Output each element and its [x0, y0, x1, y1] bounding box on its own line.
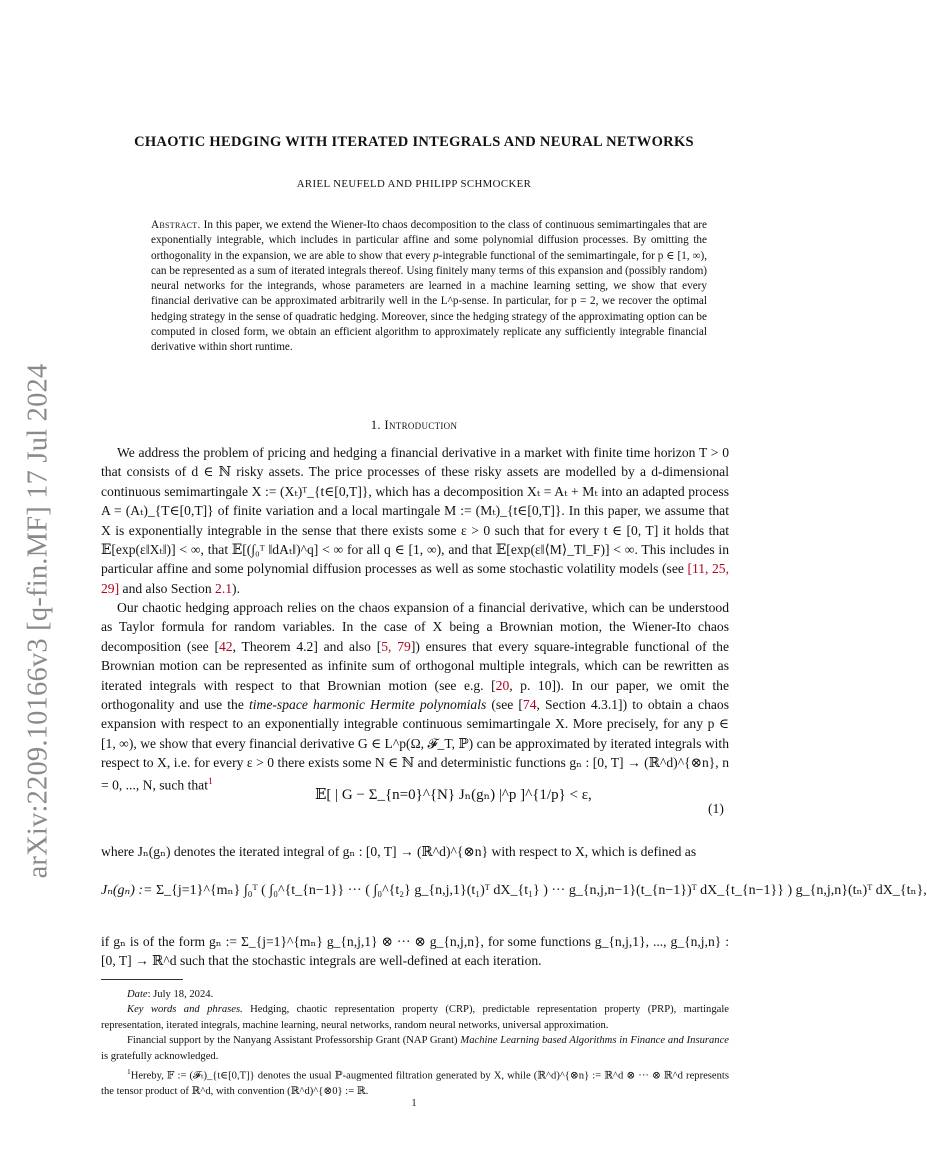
intro-paragraph-2-text-a: Our chaotic hedging approach relies on the chaos expansion of a financial derivative, which can be understood as Taylor formula for random variables. In the case of X being a Brownian motion, the Wiener-Ito chaos decomposition (see [	[101, 600, 729, 654]
citation-link[interactable]: 20	[495, 677, 510, 693]
intro-paragraph-2-text-e: (see [	[491, 697, 523, 713]
footnotes	[101, 987, 729, 1099]
citation-link[interactable]: 42	[219, 638, 233, 654]
intro-paragraph-1	[101, 443, 729, 598]
section-link[interactable]: 2.1	[215, 580, 233, 596]
citation-link[interactable]: 5, 79	[381, 638, 411, 654]
footnote-1-mark: 1	[127, 1067, 131, 1077]
abstract-text-start: In this paper, we extend the Wiener-Ito chaos decomposition to the class of continuous semimartingales that are exponentially integrable, which includes in particular affine and some polynomial diffusion processes. By omitting the orthogonality in the expansion, we are able to show that every	[151, 219, 708, 262]
citation-link[interactable]: 74	[522, 697, 537, 713]
intro-paragraph-1-end: ).	[232, 580, 240, 596]
citation-link[interactable]: [11, 25, 29]	[101, 561, 729, 596]
equation-1-rhs: < ε,	[569, 787, 592, 803]
intro-paragraph-2-text-f: , Section 4.3.1]) to obtain a chaos expansion with respect to an exponentially integrable continuous semimartingale X. More precisely, for any p ∈ [1, ∞), we show that every financial derivative G ∈ L^p(Ω, 𝓕_T, ℙ) can be approximated by iterated integrals with respect to X, i.e. for every ε > 0 there exists some N ∈ ℕ and deterministic functions gₙ : [0, T] → (ℝ^d)^{⊗n}, n = 0, ..., N, such that	[101, 697, 730, 793]
iterated-integral-rhs: Σ_{j=1}^{mₙ} ∫₀ᵀ ( ∫₀^{t_{n−1}} ··· ( ∫₀^{t₂} g_{n,j,1}(t₁)ᵀ dX_{t₁} ) ··· g_{n,j,n−1}(t_{n−1})ᵀ dX_{t_{n−1}} ) g_{n,j,n}(tₙ)ᵀ dX_{tₙ},	[156, 883, 927, 898]
paper-authors: ARIEL NEUFELD AND PHILIPP SCHMOCKER	[296, 178, 532, 190]
footnote-1-text: Hereby, 𝔽 := (𝓕ₜ)_{t∈[0,T]} denotes the usual ℙ-augmented filtration generated by X, while (ℝ^d)^{⊗n} := ℝ^d ⊗ ··· ⊗ ℝ^d represents the tensor product of ℝ^d, with convention (ℝ^d)^{⊗0} := ℝ.	[101, 1070, 729, 1097]
footnote-support-text-b: is gratefully acknowledged.	[101, 1050, 219, 1062]
intro-paragraph-2-text-c: ]) ensures that every square-integrable functional of the Brownian motion can be represented as infinite sum of orthogonal multiple integrals, which can be rewritten as iterated integrals with respect to that Brownian motion (see e.g. [	[101, 638, 730, 693]
footnote-support-text-a: Financial support by the Nanyang Assistant Professorship Grant (NAP Grant)	[127, 1035, 458, 1047]
abstract-label: Abstract.	[151, 219, 201, 231]
footnote-marker-link[interactable]: 1	[207, 776, 213, 787]
abstract-text-end: -integrable functional of the semimartingale, for p ∈ [1, ∞), can be represented as a sum of iterated integrals thereof. Using finitely many terms of this expansion and (possibly random) neural networks for the integrands, whose parameters are learned in a machine learning setting, we show that every financial derivative can be approximated arbitrarily well in the L^p-sense. In particular, for p = 2, we recover the optimal hedging strategy in the sense of quadratic hedging. Moreover, since the hedging strategy of the approximating option can be computed in closed form, we obtain an efficient algorithm to approximately replicate any sufficiently integrable financial derivative within short runtime.	[151, 249, 708, 354]
page-number: 1	[411, 1098, 417, 1109]
arxiv-stamp-text: arXiv:2209.10166v3 [q-fin.MF] 17 Jul 2024	[22, 363, 53, 879]
footnote-keywords-label: Key words and phrases.	[127, 1004, 243, 1016]
intro-paragraph-2-text-b: , Theorem 4.2] and also [	[232, 638, 382, 654]
intro-paragraph-3: where Jₙ(gₙ) denotes the iterated integral of gₙ : [0, T] → (ℝ^d)^{⊗n} with respect to X, which is defined as	[101, 844, 697, 859]
intro-paragraph-2	[101, 598, 729, 795]
equation-1-lhs: 𝔼[ | G − Σ_{n=0}^{N} Jₙ(gₙ) |^p ]^{1/p}	[315, 787, 566, 803]
abstract	[151, 218, 707, 356]
iterated-integral-lhs: Jₙ(gₙ) :=	[101, 883, 153, 898]
section-title: Introduction	[384, 418, 458, 432]
intro-paragraph-4: if gₙ is of the form gₙ := Σ_{j=1}^{mₙ} g_{n,j,1} ⊗ ··· ⊗ g_{n,j,n}, for some functions g_{n,j,1}, ..., g_{n,j,n} : [0, T] → ℝ^d such that the stochastic integrals are well-defined at each iteration.	[101, 934, 729, 969]
footnote-support	[101, 1033, 729, 1064]
footnote-date-value: : July 18, 2024.	[147, 989, 214, 1000]
paper-title: CHAOTIC HEDGING WITH ITERATED INTEGRALS AND NEURAL NETWORKS	[134, 134, 694, 150]
intro-paragraph-2-text-d: , p. 10]). In our paper, we omit the orthogonality and use the	[101, 677, 729, 713]
footnote-keywords	[101, 1002, 729, 1033]
section-heading	[0, 418, 828, 433]
footnote-date	[101, 987, 729, 1002]
abstract-variable-p: p	[433, 249, 439, 262]
footnote-1	[101, 1064, 729, 1099]
footnote-date-label: Date	[127, 989, 148, 1000]
equation-1-number: (1)	[708, 801, 724, 816]
emphasized-term: time-space harmonic Hermite polynomials	[249, 697, 487, 713]
equation-1	[315, 785, 592, 804]
footnote-support-project: Machine Learning based Algorithms in Finance and Insurance	[460, 1035, 729, 1047]
arxiv-identifier-stamp	[21, 357, 55, 885]
intro-paragraph-1-text: We address the problem of pricing and hedging a financial derivative in a market with finite time horizon T > 0 that consists of d ∈ ℕ risky assets. The price processes of these risky assets are modelled by a d-dimensional continuous semimartingale X := (Xₜ)ᵀ_{t∈[0,T]}, which has a decomposition Xₜ = Aₜ + Mₜ into an adapted process A = (Aₜ)_{T∈[0,T]} of finite variation and a local martingale M := (Mₜ)_{t∈[0,T]}. In this paper, we assume that X is exponentially integrable in the sense that there exists some ε > 0 such that for every t ∈ [0, T] it holds that 𝔼[exp(ε‖Xₜ‖)] < ∞, that 𝔼[(∫₀ᵀ ‖dAₜ‖)^q] < ∞ for all q ∈ [1, ∞), and that 𝔼[exp(ε‖⟨M⟩_T‖_F)] < ∞. This includes in particular affine and some polynomial diffusion processes as well as some stochastic volatility models (see	[101, 445, 729, 577]
footnote-rule	[101, 979, 183, 980]
section-number: 1.	[370, 418, 381, 432]
iterated-integral-definition	[101, 882, 927, 899]
footnote-keywords-text: Hedging, chaotic representation property (CRP), predictable representation property (PRP), martingale representation, iterated integrals, machine learning, neural networks, random neural networks, universal approximation.	[101, 1004, 729, 1031]
intro-paragraph-1-mid: and also Section	[122, 580, 212, 596]
